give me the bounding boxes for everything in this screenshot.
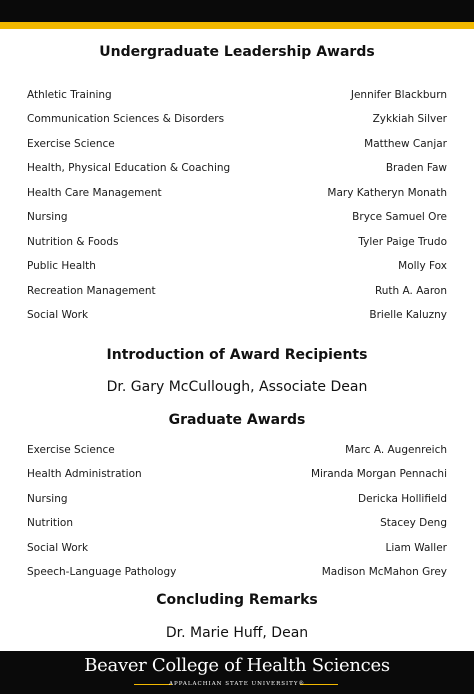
program-name: Social Work	[27, 309, 89, 321]
program-name: Public Health	[27, 260, 96, 272]
award-row	[27, 491, 447, 507]
award-row	[27, 540, 447, 556]
recipient-name: Braden Faw	[385, 162, 447, 174]
university-wordmark: APPALACHIAN STATE UNIVERSITY®	[169, 681, 305, 687]
award-row	[27, 307, 447, 323]
closing-presenter: Dr. Marie Huff, Dean	[165, 625, 309, 641]
award-row	[27, 209, 447, 225]
program-name: Exercise Science	[27, 444, 115, 456]
award-row	[27, 160, 447, 176]
program-name: Health, Physical Education & Coaching	[27, 162, 231, 174]
recipient-name: Dericka Hollifield	[358, 493, 447, 505]
program-name: Recreation Management	[27, 285, 156, 297]
recipient-name: Stacey Deng	[380, 517, 447, 529]
award-row	[27, 283, 447, 299]
top-gold-band	[0, 22, 474, 29]
recipient-name: Miranda Morgan Pennachi	[310, 468, 447, 480]
award-row	[27, 234, 447, 250]
program-name: Nursing	[27, 493, 68, 505]
recipient-name: Brielle Kaluzny	[369, 309, 447, 321]
recipient-name: Tyler Paige Trudo	[358, 236, 447, 248]
program-name: Social Work	[27, 542, 89, 554]
award-row	[27, 185, 447, 201]
recipient-name: Marc A. Augenreich	[345, 444, 447, 456]
top-black-band	[0, 0, 474, 22]
recipient-name: Madison McMahon Grey	[321, 566, 447, 578]
program-name: Health Administration	[27, 468, 142, 480]
intro-heading: Introduction of Award Recipients	[106, 347, 368, 363]
undergrad-heading: Undergraduate Leadership Awards	[99, 44, 375, 60]
recipient-name: Bryce Samuel Ore	[352, 211, 447, 223]
recipient-name: Molly Fox	[398, 260, 447, 272]
award-row	[27, 258, 447, 274]
program-name: Nutrition & Foods	[27, 236, 119, 248]
recipient-name: Jennifer Blackburn	[350, 89, 447, 101]
intro-presenter: Dr. Gary McCullough, Associate Dean	[106, 379, 368, 395]
program-name: Exercise Science	[27, 138, 115, 150]
program-name: Speech-Language Pathology	[27, 566, 177, 578]
recipient-name: Mary Katheryn Monath	[327, 187, 447, 199]
college-wordmark: Beaver College of Health Sciences	[84, 655, 390, 676]
recipient-name: Matthew Canjar	[364, 138, 447, 150]
program-name: Nursing	[27, 211, 68, 223]
award-row	[27, 515, 447, 531]
program-name: Health Care Management	[27, 187, 162, 199]
recipient-name: Liam Waller	[385, 542, 447, 554]
program-name: Athletic Training	[27, 89, 112, 101]
award-row	[27, 442, 447, 458]
recipient-name: Ruth A. Aaron	[374, 285, 447, 297]
program-name: Nutrition	[27, 517, 73, 529]
recipient-name: Zykkiah Silver	[372, 113, 447, 125]
closing-heading: Concluding Remarks	[156, 592, 318, 608]
graduate-heading: Graduate Awards	[168, 412, 306, 428]
program-name: Communication Sciences & Disorders	[27, 113, 225, 125]
award-row	[27, 111, 447, 127]
award-row	[27, 466, 447, 482]
award-row	[27, 564, 447, 580]
award-row	[27, 87, 447, 103]
award-row	[27, 136, 447, 152]
